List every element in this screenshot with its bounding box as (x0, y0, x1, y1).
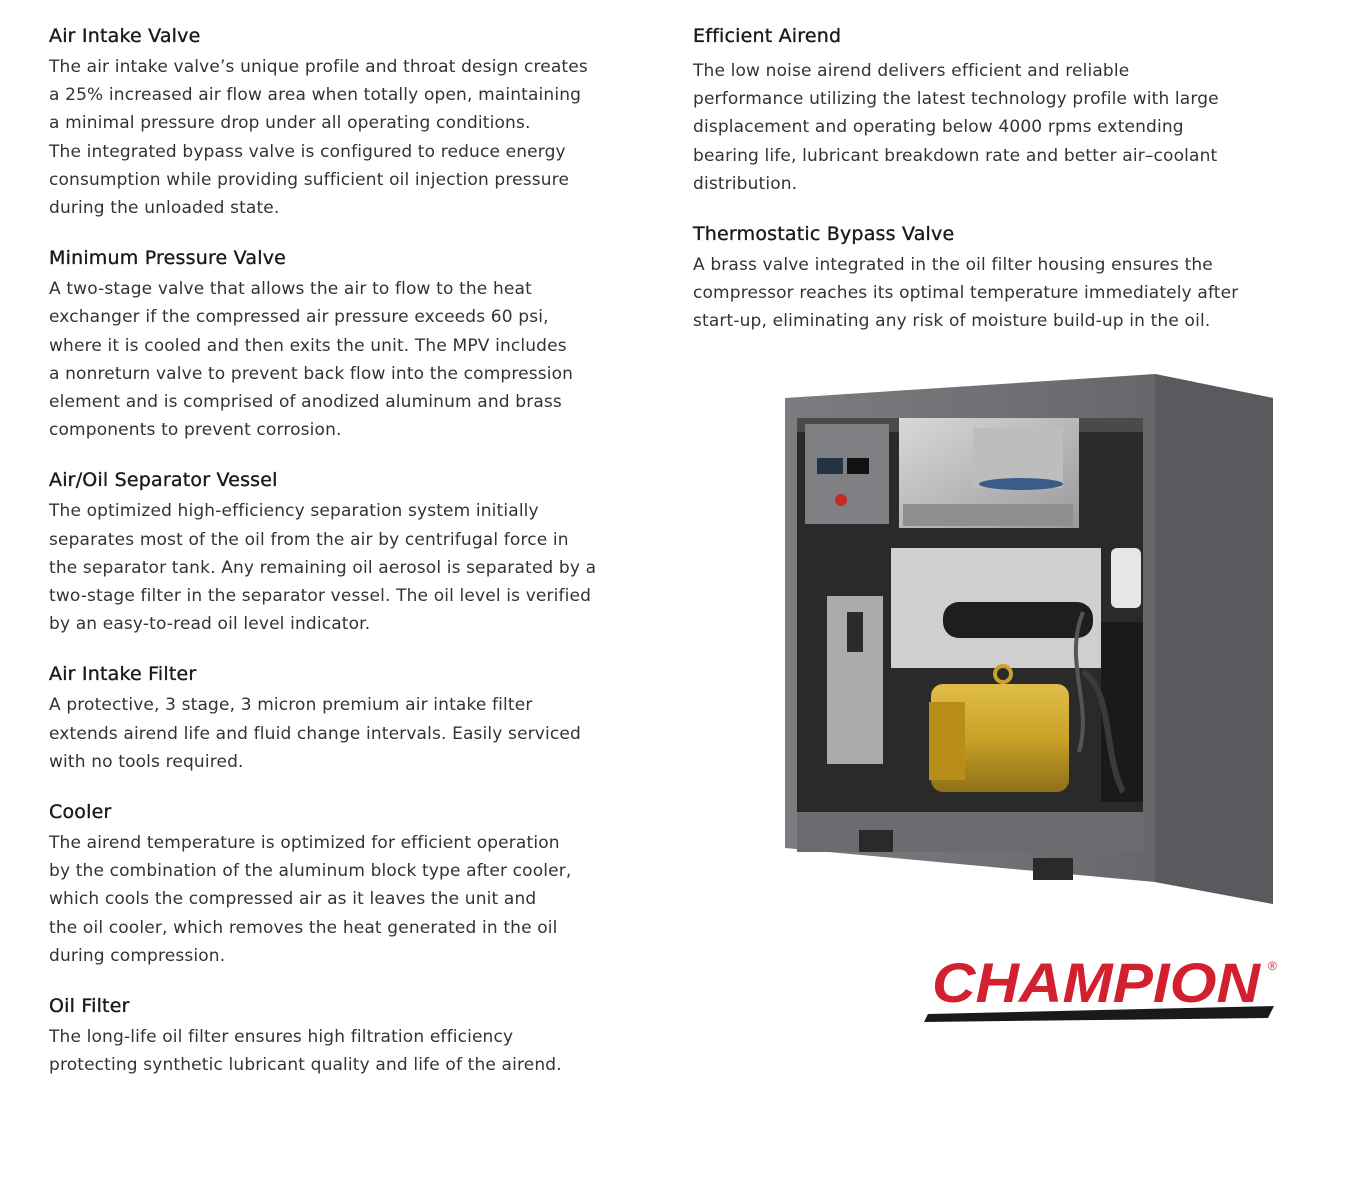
body-line: A two-stage valve that allows the air to flow to the heat (49, 279, 532, 300)
section-body (49, 1023, 649, 1079)
body-line: The airend temperature is optimized for efficient operation (49, 833, 560, 854)
body-line: consumption while providing sufficient oil injection pressure (49, 169, 570, 190)
body-line: distribution. (693, 173, 798, 194)
body-line: The integrated bypass valve is configured to reduce energy (49, 141, 566, 162)
section-heading: Cooler (49, 801, 112, 824)
section-heading: Oil Filter (49, 995, 130, 1018)
section-heading: Efficient Airend (693, 25, 842, 47)
body-line: a 25% increased air flow area when totally open, maintaining (49, 85, 582, 106)
feature-section (49, 22, 649, 222)
body-line: bearing life, lubricant breakdown rate and better air–coolant (693, 145, 1218, 166)
body-line: a minimal pressure drop under all operating conditions. (49, 113, 531, 134)
body-line: The optimized high-efficiency separation system initially (49, 501, 539, 522)
body-line: The low noise airend delivers efficient and reliable (693, 61, 1130, 81)
body-line: compressor reaches its optimal temperature immediately after (693, 283, 1239, 304)
body-line: during the unloaded state. (49, 198, 280, 219)
section-heading: Air Intake Filter (49, 663, 197, 686)
section-body (49, 829, 649, 970)
body-line: by the combination of the aluminum block type after cooler, (49, 861, 572, 882)
left-column (49, 22, 649, 1079)
champion-logo (922, 950, 1284, 1026)
body-line: performance utilizing the latest technology profile with large (693, 89, 1219, 110)
body-line: exchanger if the compressed air pressure exceeds 60 psi, (49, 307, 549, 328)
feature-section (49, 798, 649, 970)
feature-section (693, 22, 1313, 198)
body-line: A protective, 3 stage, 3 micron premium air intake filter (49, 695, 533, 716)
body-line: with no tools required. (49, 751, 244, 772)
body-line: components to prevent corrosion. (49, 420, 342, 441)
body-line: separates most of the oil from the air by centrifugal force in (49, 529, 569, 550)
section-body (693, 57, 1313, 198)
section-heading: Thermostatic Bypass Valve (693, 223, 955, 246)
body-line: which cools the compressed air as it leaves the unit and (49, 889, 537, 910)
body-line: a nonreturn valve to prevent back flow into the compression (49, 363, 574, 384)
feature-section (49, 466, 649, 638)
section-heading: Minimum Pressure Valve (49, 247, 287, 270)
feature-section (49, 244, 649, 444)
compressor-product-image (783, 372, 1275, 910)
feature-section (693, 220, 1313, 336)
body-line: extends airend life and fluid change intervals. Easily serviced (49, 723, 581, 744)
body-line: A brass valve integrated in the oil filter housing ensures the (693, 255, 1213, 276)
body-line: the separator tank. Any remaining oil aerosol is separated by a (49, 557, 597, 578)
body-line: element and is comprised of anodized aluminum and brass (49, 392, 562, 413)
section-body (49, 497, 649, 638)
section-body (49, 691, 649, 776)
section-body (49, 53, 649, 222)
body-line: displacement and operating below 4000 rpms extending (693, 117, 1184, 138)
body-line: The air intake valve’s unique profile and throat design creates (49, 57, 588, 77)
section-body (693, 251, 1313, 336)
logo-registered-mark: ® (1268, 959, 1277, 973)
logo-wordmark: CHAMPION (932, 951, 1262, 1014)
right-column (693, 22, 1313, 336)
body-line: during compression. (49, 945, 226, 966)
body-line: two-stage filter in the separator vessel. The oil level is verified (49, 586, 592, 607)
body-line: protecting synthetic lubricant quality and life of the airend. (49, 1055, 562, 1076)
section-heading: Air Intake Valve (49, 25, 201, 47)
body-line: start-up, eliminating any risk of moisture build-up in the oil. (693, 311, 1211, 332)
section-body (49, 275, 649, 444)
feature-section (49, 992, 649, 1079)
section-heading: Air/Oil Separator Vessel (49, 469, 278, 492)
body-line: by an easy-to-read oil level indicator. (49, 614, 371, 635)
body-line: The long-life oil filter ensures high filtration efficiency (49, 1027, 514, 1048)
body-line: where it is cooled and then exits the unit. The MPV includes (49, 335, 567, 356)
body-line: the oil cooler, which removes the heat generated in the oil (49, 917, 558, 938)
feature-section (49, 660, 649, 776)
